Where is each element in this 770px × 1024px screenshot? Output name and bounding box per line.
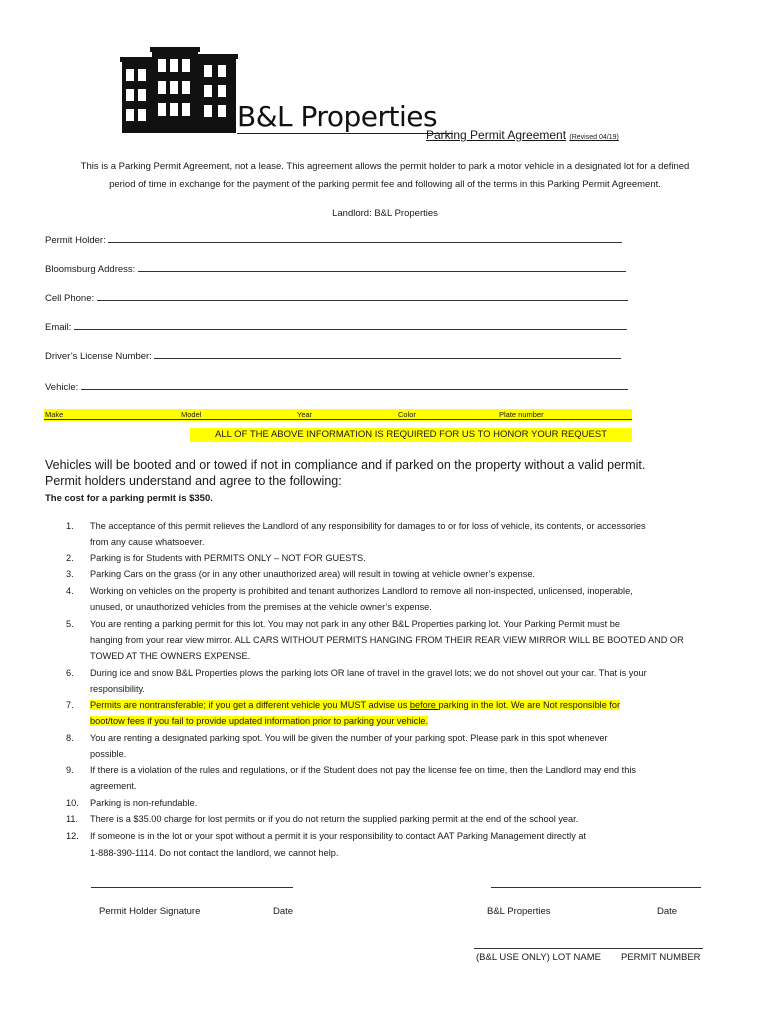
company-name: B&L Properties (237, 100, 438, 133)
item-number: 7. (66, 700, 74, 710)
term-12-line-2: 1-888-390-1114. Do not contact the landlord, we cannot help. (90, 848, 339, 858)
term-10: Parking is non-refundable. (90, 798, 198, 808)
term-6-line-2: responsibility. (90, 684, 145, 694)
item-number: 12. (66, 831, 79, 841)
revision-date: (Revised 04/19) (569, 134, 619, 141)
item-number: 8. (66, 733, 74, 743)
intro-line-2: period of time in exchange for the payment of the parking permit fee and following all of the terms in this Parking Permit Agreement. (109, 179, 661, 190)
landlord-line: Landlord: B&L Properties (332, 208, 438, 219)
license-blank[interactable] (154, 350, 621, 359)
permit-holder-signature-label: Permit Holder Signature (99, 906, 201, 917)
term-7-text-b: parking in the lot. We are Not responsible for (438, 700, 621, 710)
date-label-holder: Date (273, 906, 294, 917)
permit-holder-signature-line[interactable] (91, 887, 293, 888)
cell-phone-blank[interactable] (97, 292, 628, 301)
email-field[interactable] (45, 321, 627, 333)
term-4-line-1: Working on vehicles on the property is prohibited and tenant authorizes Landlord to remove all non-inspected, unlicensed, inoperable, (90, 586, 633, 596)
term-8-line-1: You are renting a designated parking spot. You will be given the number of your parking spot. Please park in this spot whenever (90, 733, 608, 743)
email-blank[interactable] (74, 321, 627, 330)
term-12-line-1: If someone is in the lot or your spot without a permit it is your responsibility to contact AAT Parking Management directly at (90, 831, 587, 841)
address-blank[interactable] (138, 263, 626, 272)
term-7-line-1 (90, 700, 620, 710)
item-number: 5. (66, 619, 74, 629)
bl-signature-line[interactable] (491, 887, 701, 888)
term-6-line-1: During ice and snow B&L Properties plows the parking lots OR lane of travel in the gravel lots; we do not shovel out your car. That is your (90, 668, 647, 678)
terms-heading (45, 457, 745, 489)
term-9-line-1: If there is a violation of the rules and regulations, or if the Student does not pay the license fee on time, then the Landlord may end this (90, 765, 636, 775)
item-number: 9. (66, 765, 74, 775)
term-9-line-2: agreement. (90, 781, 137, 791)
date-label-bl: Date (657, 906, 678, 917)
lot-name-label: (B&L USE ONLY) LOT NAME (476, 952, 601, 963)
required-notice: ALL OF THE ABOVE INFORMATION IS REQUIRED FOR US TO HONOR YOUR REQUEST (190, 428, 632, 442)
term-7-text-a: Permits are nontransferable; if you get a different vehicle you MUST advise us (90, 700, 410, 710)
vehicle-field[interactable] (45, 381, 628, 393)
permit-number-label: PERMIT NUMBER (621, 952, 701, 963)
permit-holder-field[interactable] (45, 234, 622, 246)
item-number: 1. (66, 521, 74, 531)
item-number: 4. (66, 586, 74, 596)
item-number: 6. (66, 668, 74, 678)
item-number: 2. (66, 553, 74, 563)
item-number: 11. (66, 814, 79, 824)
term-7-before: before (409, 700, 439, 710)
terms-heading-line-1: Vehicles will be booted and or towed if not in compliance and if parked on the property without a valid permit. (45, 458, 646, 472)
vehicle-details-row (44, 409, 632, 421)
email-label: Email: (45, 322, 72, 333)
address-label: Bloomsburg Address: (45, 264, 136, 275)
color-label: Color (398, 410, 416, 419)
vehicle-blank[interactable] (81, 381, 628, 390)
term-5-line-3: TOWED AT THE OWNERS EXPENSE. (90, 651, 251, 661)
model-label: Model (181, 410, 202, 419)
year-label: Year (297, 410, 313, 419)
lot-permit-line[interactable] (474, 948, 703, 949)
intro-line-1: This is a Parking Permit Agreement, not a lease. This agreement allows the permit holder to park a motor vehicle in a designated lot for a defined (80, 161, 690, 172)
term-2: Parking is for Students with PERMITS ONLY – NOT FOR GUESTS. (90, 553, 366, 563)
term-11: There is a $35.00 charge for lost permits or if you do not return the supplied parking permit at the end of the school year. (90, 814, 579, 824)
term-5-line-2: hanging from your rear view mirror. ALL CARS WITHOUT PERMITS HANGING FROM THEIR REAR VIEW MIRROR WILL BE BOOTED AND OR (90, 635, 684, 645)
permit-holder-label: Permit Holder: (45, 235, 106, 246)
bl-properties-label: B&L Properties (487, 906, 551, 917)
make-label: Make (45, 410, 64, 419)
address-field[interactable] (45, 263, 626, 275)
logo-underline (237, 133, 453, 134)
term-7-line-2: boot/tow fees if you fail to provide updated information prior to parking your vehicle. (90, 716, 429, 726)
term-1-line-1: The acceptance of this permit relieves the Landlord of any responsibility for damages to or for loss of vehicle, its contents, or accessories (90, 521, 646, 531)
vehicle-row-underline (44, 419, 632, 420)
plate-label: Plate number (499, 410, 544, 419)
term-1-line-2: from any cause whatsoever. (90, 537, 205, 547)
permit-cost: The cost for a parking permit is $350. (45, 493, 213, 504)
term-5-line-1: You are renting a parking permit for this lot. You may not park in any other B&L Properties parking lot. Your Parking Permit must be (90, 619, 620, 629)
title-text: Parking Permit Agreement (426, 128, 567, 142)
item-number: 10. (66, 798, 79, 808)
cell-phone-label: Cell Phone: (45, 293, 95, 304)
term-4-line-2: unused, or unauthorized vehicles from the premises at the vehicle owner’s expense. (90, 602, 432, 612)
item-number: 3. (66, 569, 74, 579)
license-field[interactable] (45, 350, 621, 362)
vehicle-label: Vehicle: (45, 382, 79, 393)
license-label: Driver’s License Number: (45, 351, 152, 362)
terms-heading-line-2: Permit holders understand and agree to the following: (45, 474, 342, 488)
permit-holder-blank[interactable] (108, 234, 622, 243)
term-3: Parking Cars on the grass (or in any other unauthorized area) will result in towing at vehicle owner’s expense. (90, 569, 535, 579)
term-8-line-2: possible. (90, 749, 127, 759)
document-title (426, 128, 619, 142)
cell-phone-field[interactable] (45, 292, 628, 304)
